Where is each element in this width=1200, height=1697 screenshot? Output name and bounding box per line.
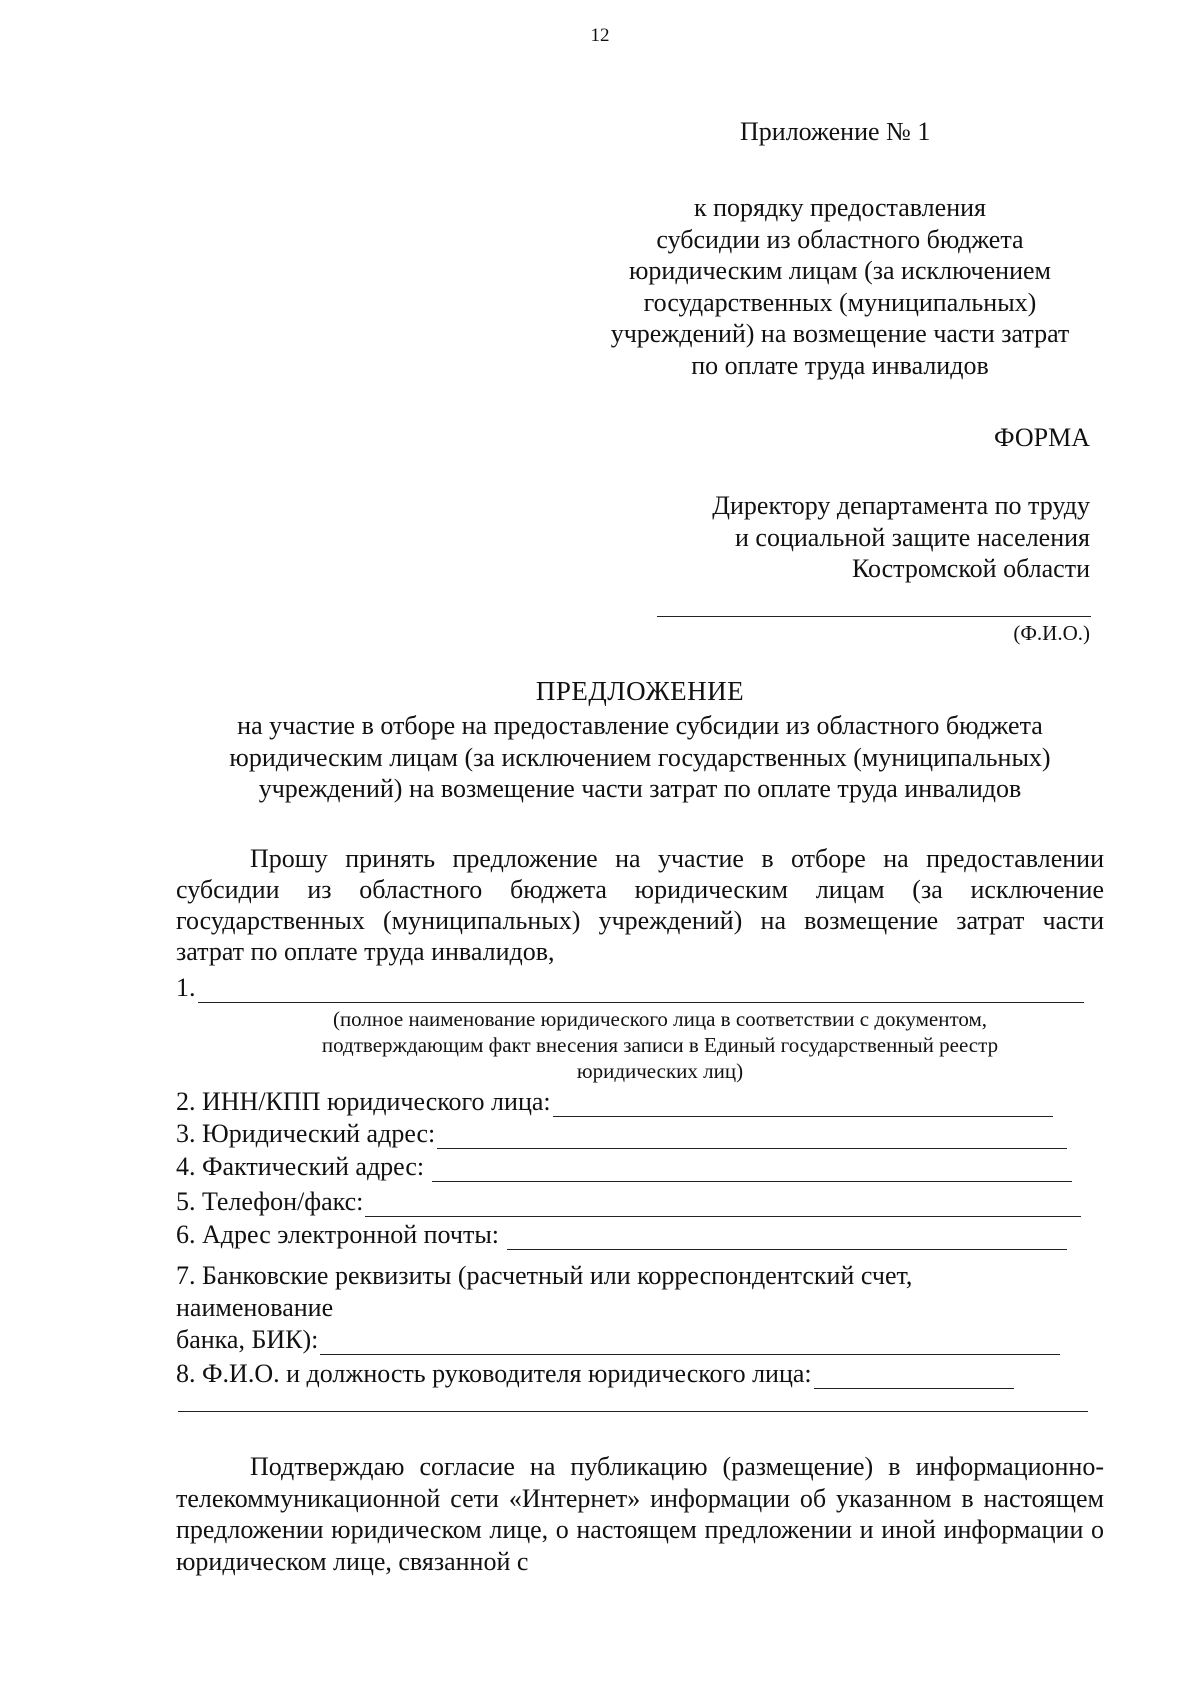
field-8-label: 8. Ф.И.О. и должность руководителя юридического лица: [176,1359,812,1388]
field-8-continuation-line[interactable] [178,1411,1088,1412]
addressee-line: Директору департамента по труду [712,491,1090,520]
field-6-input-line[interactable] [507,1227,1067,1250]
subtitle-line: на участие в отборе на предоставление субсидии из областного бюджета [237,711,1043,740]
fio-caption: (Ф.И.О.) [1013,621,1090,645]
subtitle-line: учреждений) на возмещение части затрат по оплате труда инвалидов [258,774,1022,803]
field-3-row [176,1118,1067,1149]
field-1-row [176,972,1084,1003]
addressee-line: и социальной защите населения [734,522,1090,552]
addressee-block [712,490,1090,585]
document-subtitle [160,710,1120,805]
bank-line: 7. Банковские реквизиты (расчетный или корреспондентский счет, [176,1261,913,1290]
annex-description [560,192,1120,381]
field-7-row [176,1324,1060,1355]
annex-line: юридическим лицам (за исключением [629,256,1051,285]
field-4-row [176,1151,1072,1182]
caption-line: юридических лиц) [576,1059,744,1083]
field-1-input-line[interactable] [198,980,1084,1003]
caption-line: (полное наименование юридического лица в соответствии с документом, [332,1007,988,1031]
page-number: 12 [590,25,610,46]
request-paragraph [176,843,1104,967]
field-4-input-line[interactable] [432,1159,1072,1182]
field-2-input-line[interactable] [553,1094,1053,1117]
field-3-input-line[interactable] [437,1126,1067,1149]
field-6-row [176,1219,1067,1250]
field-8-row [176,1358,1014,1389]
annex-line: учреждений) на возмещение части затрат [610,319,1070,348]
subtitle-line: юридическим лицам (за исключением государственных (муниципальных) [229,742,1051,772]
field-1-caption [230,1006,1090,1084]
annex-title: Приложение № 1 [740,117,931,146]
field-2-label: 2. ИНН/КПП юридического лица: [176,1087,551,1116]
field-5-row [176,1186,1081,1217]
field-7-last-label: банка, БИК): [176,1325,319,1354]
field-7-input-line[interactable] [320,1332,1060,1355]
field-3-label: 3. Юридический адрес: [176,1119,436,1148]
field-2-row [176,1086,1053,1117]
annex-line: субсидии из областного бюджета [656,224,1024,254]
field-6-label: 6. Адрес электронной почты: [176,1220,500,1249]
field-1-label: 1. [176,973,196,1002]
document-title: ПРЕДЛОЖЕНИЕ [535,676,745,706]
bank-line: наименование [176,1292,334,1322]
field-5-label: 5. Телефон/факс: [176,1187,364,1216]
addressee-line: Костромской области [851,554,1090,583]
form-label: ФОРМА [994,423,1090,452]
field-7-label [176,1260,1116,1323]
field-8-input-line[interactable] [814,1366,1014,1389]
field-4-label: 4. Фактический адрес: [176,1152,425,1181]
consent-paragraph [176,1451,1104,1577]
fio-fill-line[interactable] [657,616,1091,617]
field-5-input-line[interactable] [365,1194,1081,1217]
annex-line: по оплате труда инвалидов [691,350,989,380]
annex-line: к порядку предоставления [694,193,986,222]
caption-line: подтверждающим факт внесения записи в Единый государственный реестр [321,1033,999,1057]
request-text: Прошу принять предложение на участие в отборе на предоставлении субсидии из областного бюджета юридическим лицам (за исключение государственных (муниципальных) учреждений) на возмещение затрат части затрат по оплате труда инвалидов, [176,844,1104,966]
annex-line: государственных (муниципальных) [643,287,1037,317]
consent-text: Подтверждаю согласие на публикацию (размещение) в информационно-телекоммуникационной сети «Интернет» информации об указанном в настоящем предложении юридическом лице, о настоящем предложении и иной информации о юридическом лице, связанной с [176,1452,1104,1576]
